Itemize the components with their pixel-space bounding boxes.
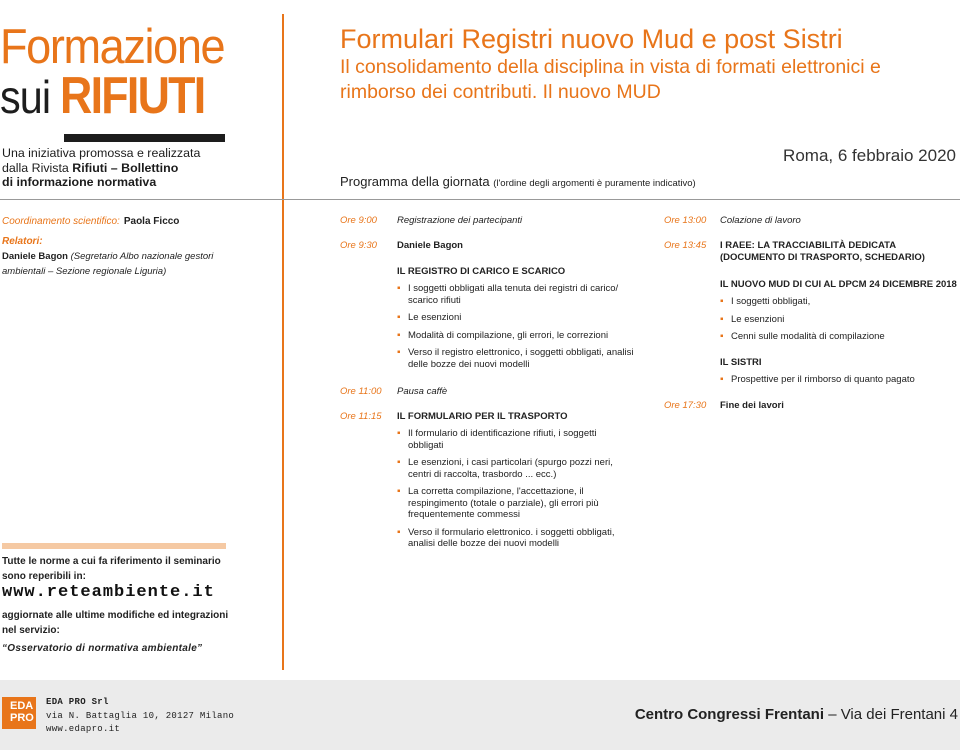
slot-text: Pausa caffè xyxy=(397,386,448,397)
slot-time: Ore 13:45 xyxy=(664,240,707,251)
speakers-label: Relatori: xyxy=(2,236,43,247)
slot-text: Fine dei lavori xyxy=(720,400,784,411)
coordination xyxy=(2,216,179,227)
bullet-list xyxy=(720,374,955,392)
venue xyxy=(635,706,958,723)
list-item: ▪ Cenni sulle modalità di compilazione xyxy=(720,331,955,343)
section-title: IL SISTRI xyxy=(720,357,762,368)
logo-line2 xyxy=(0,67,232,125)
logo-rifiuti: RIFIUTI xyxy=(60,67,205,125)
norme-accent-bar xyxy=(2,543,226,549)
logo xyxy=(0,20,232,125)
horizontal-divider xyxy=(0,199,960,200)
bullet-list xyxy=(397,283,637,376)
eda-logo-line1: EDA xyxy=(10,700,34,712)
slot-text: Registrazione dei partecipanti xyxy=(397,215,523,226)
page-subtitle: Il consolidamento della disciplina in vista di formati elettronici e rimborso dei contributi. Il nuovo MUD xyxy=(340,56,881,103)
program-label: Programma della giornata xyxy=(340,174,490,189)
footer xyxy=(0,680,960,750)
bullet-list xyxy=(397,428,632,556)
company-site-link[interactable]: www.edapro.it xyxy=(46,724,121,734)
list-item: ▪ Il formulario di identificazione rifiuti, i soggetti obbligati xyxy=(397,428,632,451)
company-info xyxy=(46,696,234,737)
slot-text: IL FORMULARIO PER IL TRASPORTO xyxy=(397,411,568,422)
list-item: ▪ Modalità di compilazione, gli errori, le correzioni xyxy=(397,330,637,342)
program-heading xyxy=(340,174,696,189)
venue-address: – Via dei Frentani 4 xyxy=(828,706,958,723)
slot-text: Daniele Bagon xyxy=(397,240,463,251)
slot-time: Ore 11:00 xyxy=(340,386,382,397)
slot-time: Ore 13:00 xyxy=(664,215,707,226)
section-title: IL REGISTRO DI CARICO E SCARICO xyxy=(397,266,566,277)
list-item: ▪ Verso il formulario elettronico. i soggetti obbligati, analisi delle bozze dei nuovi modelli xyxy=(397,527,632,550)
list-item: ▪ Le esenzioni, i casi particolari (spurgo pozzi neri, centri di raccolta, trasbordo ... ecc.) xyxy=(397,457,632,480)
osservatorio-service: “Osservatorio di normativa ambientale” xyxy=(2,643,203,654)
slot-time: Ore 9:30 xyxy=(340,240,377,251)
company-name: EDA PRO Srl xyxy=(46,697,109,707)
norme-text-2: aggiornate alle ultime modifiche ed integrazioni nel servizio: xyxy=(2,610,229,636)
tagline-line2 xyxy=(2,161,232,176)
tagline-line2-pre: dalla Rivista xyxy=(2,160,69,175)
venue-name: Centro Congressi Frentani xyxy=(634,706,825,723)
slot-time: Ore 9:00 xyxy=(340,215,377,226)
vertical-divider xyxy=(282,14,284,670)
logo-bar xyxy=(64,134,225,142)
tagline-line1: Una iniziativa promossa e realizzata xyxy=(2,146,201,160)
slot-time: Ore 17:30 xyxy=(664,400,707,411)
list-item: ▪ La corretta compilazione, l'accettazione, il respingimento (totale o parziale), gli errori più frequentemente commessi xyxy=(397,486,632,521)
logo-sui: sui xyxy=(0,71,51,123)
norme-text: Tutte le norme a cui fa riferimento il seminario sono reperibili in: xyxy=(2,556,221,582)
list-item: ▪ I soggetti obbligati alla tenuta dei registri di carico/ scarico rifiuti xyxy=(397,283,637,306)
speaker xyxy=(2,249,232,279)
event-date: Roma, 6 febbraio 2020 xyxy=(783,146,956,165)
list-item: ▪ I soggetti obbligati, xyxy=(720,296,955,308)
tagline-line3: di informazione normativa xyxy=(2,175,157,189)
coordination-label: Coordinamento scientifico: xyxy=(2,216,120,227)
page-title: Formulari Registri nuovo Mud e post Sistri xyxy=(340,24,843,54)
coordination-name: Paola Ficco xyxy=(123,216,180,227)
slot-time: Ore 11:15 xyxy=(340,411,382,422)
logo-formazione: Formazione xyxy=(0,20,225,74)
bullet-list xyxy=(720,296,955,349)
logo-tagline xyxy=(2,146,232,190)
speaker-role: (Segretario Albo nazionale gestori ambientali – Sezione regionale Liguria) xyxy=(2,251,214,277)
eda-pro-logo xyxy=(2,697,36,729)
slot-text: I RAEE: LA TRACCIABILITÀ DEDICATA (DOCUMENTO DI TRASPORTO, SCHEDARIO) xyxy=(720,240,925,263)
program-note: (l'ordine degli argomenti è puramente indicativo) xyxy=(493,178,696,189)
list-item: ▪ Prospettive per il rimborso di quanto pagato xyxy=(720,374,955,386)
company-address: via N. Battaglia 10, 20127 Milano xyxy=(46,710,235,721)
tagline-line2-bold: Rifiuti – Bollettino xyxy=(72,160,179,175)
slot-text: Colazione di lavoro xyxy=(720,215,801,226)
eda-logo-line2: PRO xyxy=(10,712,34,724)
website-link[interactable]: www.reteambiente.it xyxy=(2,583,215,602)
section-title: IL NUOVO MUD DI CUI AL DPCM 24 DICEMBRE 2018 xyxy=(720,279,957,290)
speaker-name: Daniele Bagon xyxy=(2,251,68,262)
list-item: ▪ Le esenzioni xyxy=(397,312,637,324)
list-item: ▪ Verso il registro elettronico, i soggetti obbligati, analisi delle bozze dei nuovi modelli xyxy=(397,347,637,370)
list-item: ▪ Le esenzioni xyxy=(720,314,955,326)
